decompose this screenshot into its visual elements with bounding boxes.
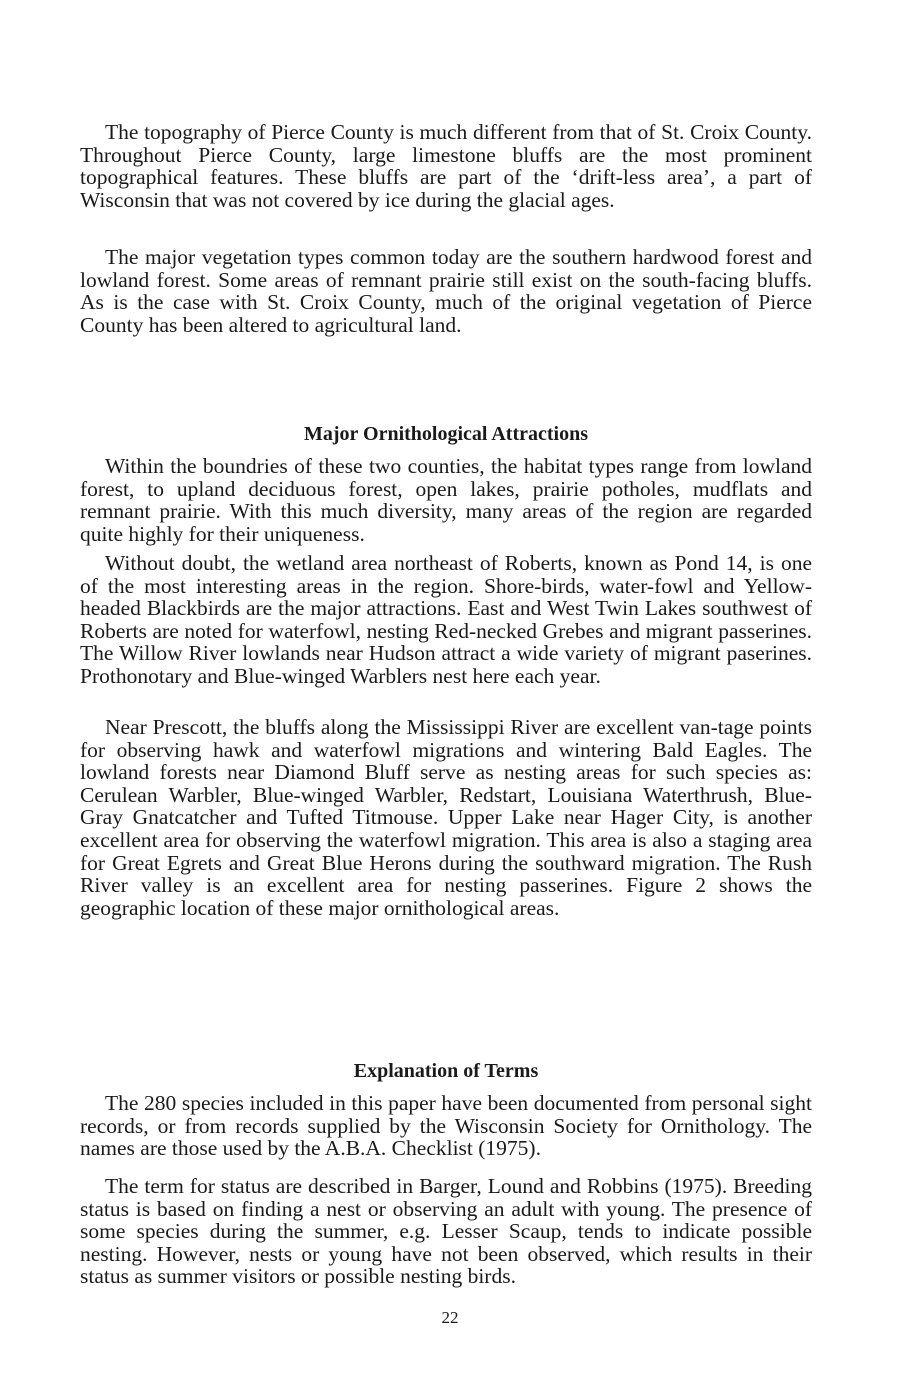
paragraph-pond-14: Without doubt, the wetland area northeast of Roberts, known as Pond 14, is one of the most interesting areas in the region. Shore-birds, water-fowl and Yellow-headed Blackbirds are the major attractions. East and West Twin Lakes southwest of Roberts are noted for waterfowl, nesting Red-necked Grebes and migrant passerines. The Willow River lowlands near Hudson attract a wide variety of migrant paserines. Prothonotary and Blue-winged Warblers nest here each year.	[80, 551, 812, 688]
heading-explanation-of-terms: Explanation of Terms	[353, 1060, 539, 1082]
page-number: 22	[441, 1308, 459, 1327]
heading-major-ornithological-attractions: Major Ornithological Attractions	[303, 423, 589, 445]
paragraph-vegetation-types: The major vegetation types common today are the southern hardwood forest and lowland forest. Some areas of remnant prairie still exist on the south-facing bluffs. As is the case with St. Croix County, much of the original vegetation of Pierce County has been altered to agricultural land.	[80, 245, 812, 337]
paragraph-prescott-bluffs: Near Prescott, the bluffs along the Mississippi River are excellent van-tage points for observing hawk and waterfowl migrations and wintering Bald Eagles. The lowland forests near Diamond Bluff serve as nesting areas for such species as: Cerulean Warbler, Blue-winged Warbler, Redstart, Louisiana Waterthrush, Blue-Gray Gnatcatcher and Tufted Titmouse. Upper Lake near Hager City, is another excellent area for observing the waterfowl migration. This area is also a staging area for Great Egrets and Great Blue Herons during the southward migration. The Rush River valley is an excellent area for nesting passerines. Figure 2 shows the geographic location of these major ornithological areas.	[80, 715, 812, 920]
paragraph-status-terms: The term for status are described in Barger, Lound and Robbins (1975). Breeding status is based on finding a nest or observing an adult with young. The presence of some species during the summer, e.g. Lesser Scaup, tends to indicate possible nesting. However, nests or young have not been observed, which results in their status as summer visitors or possible nesting birds.	[80, 1174, 812, 1289]
paragraph-habitat-diversity: Within the boundries of these two counties, the habitat types range from lowland forest, to upland deciduous forest, open lakes, prairie potholes, mudflats and remnant prairie. With this much diversity, many areas of the region are regarded quite highly for their uniqueness.	[80, 454, 812, 546]
paragraph-species-records: The 280 species included in this paper have been documented from personal sight records, or from records supplied by the Wisconsin Society for Ornithology. The names are those used by the A.B.A. Checklist (1975).	[80, 1091, 812, 1161]
paragraph-pierce-topography: The topography of Pierce County is much different from that of St. Croix County. Throughout Pierce County, large limestone bluffs are the most prominent topographical features. These bluffs are part of the ‘drift-less area’, a part of Wisconsin that was not covered by ice during the glacial ages.	[80, 120, 812, 212]
